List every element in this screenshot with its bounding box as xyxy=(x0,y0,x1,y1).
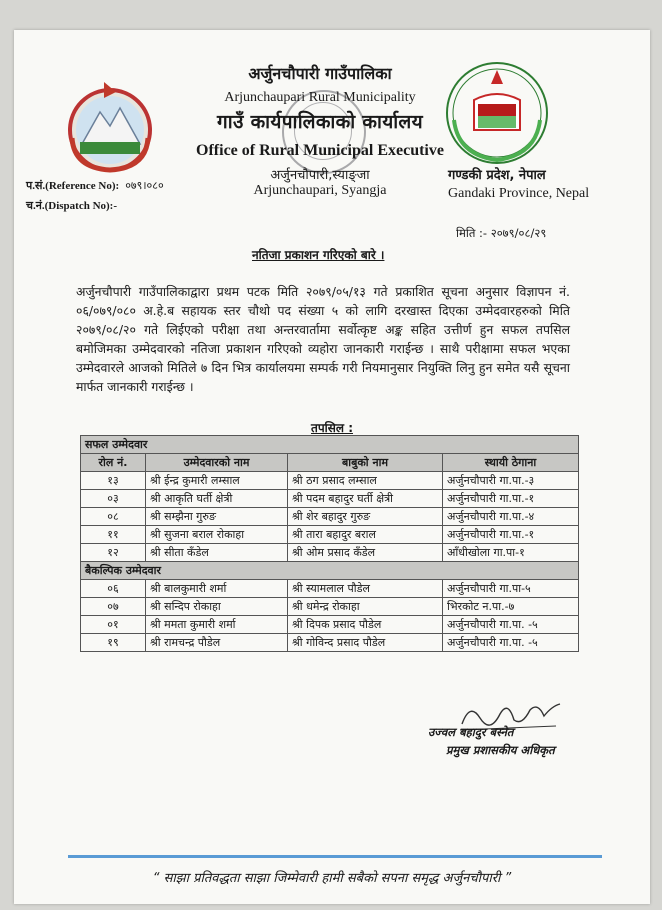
province-np: गण्डकी प्रदेश, नेपाल xyxy=(448,168,546,183)
address-cell: भिरकोट न.पा.-७ xyxy=(443,598,579,616)
dispatch-number: च.नं.(Dispatch No):- xyxy=(26,200,117,212)
candidate-name-cell: श्री सुजना बराल रोकाहा xyxy=(146,526,288,544)
father-name-cell: श्री स्यामलाल पौडेल xyxy=(288,580,443,598)
table-row xyxy=(81,634,579,652)
roll-cell: १३ xyxy=(81,472,146,490)
roll-cell: १२ xyxy=(81,544,146,562)
reference-number xyxy=(26,178,164,193)
col-header-roll: रोल नं. xyxy=(81,454,146,472)
office-name-en: Office of Rural Municipal Executive xyxy=(196,142,444,159)
signatory-title: प्रमुख प्रशासकीय अधिकृत xyxy=(446,743,555,757)
roll-cell: ११ xyxy=(81,526,146,544)
nepal-emblem-icon xyxy=(64,78,156,178)
father-name-cell: श्री दिपक प्रसाद पौडेल xyxy=(288,616,443,634)
address-cell: अर्जुनचौपारी गा.पा.-१ xyxy=(443,526,579,544)
footer-motto: “ साझा प्रतिवद्धता साझा जिम्मेवारी हामी सबैको सपना समृद्ध अर्जुनचौपारी ” xyxy=(152,871,512,886)
father-name-cell: श्री धमेन्द्र रोकाहा xyxy=(288,598,443,616)
municipality-logo-icon xyxy=(444,60,550,166)
table-row xyxy=(81,616,579,634)
address-cell: अर्जुनचौपारी गा.पा-५ xyxy=(443,580,579,598)
letter-date: मिति :- २०७९/०८/२९ xyxy=(456,226,547,240)
table-row xyxy=(81,598,579,616)
table-header-row xyxy=(81,454,579,472)
section-alternate-row xyxy=(81,562,579,580)
col-header-father: बाबुको नाम xyxy=(288,454,443,472)
roll-cell: ०८ xyxy=(81,508,146,526)
address-cell: अर्जुनचौपारी गा.पा.-३ xyxy=(443,472,579,490)
table-row xyxy=(81,490,579,508)
roll-cell: १९ xyxy=(81,634,146,652)
tapsil-heading: तपसिल : xyxy=(311,421,353,435)
table-row xyxy=(81,580,579,598)
letter-body: अर्जुनचौपारी गाउँपालिकाद्वारा प्रथम पटक मिति २०७९/०५/१३ गते प्रकाशित सूचना अनुसार विज्ञापन नं. ०६/०७९/०८० अ.हे.ब सहायक स्तर चौथो पद संख्या ५ को लागि दरखास्त दिएका उम्मेदवारहरुको मिति २०७९/०८/२० गते लिईएको परीक्षा तथा अन्तरवार्तामा सर्वोत्कृष्ट अङ्क सहित उत्तीर्ण हुन सफल तपसिल बमोजिमका उम्मेदवारको नतिजा प्रकाशन गरिएको व्यहोरा जानकारी गराईन्छ । साथै परीक्षामा सफल भएका उम्मेदवारले आजको मितिले ७ दिन भित्र कार्यालयमा सम्पर्क गरी नियमानुसार नियुक्ति लिनु हुन समेत यसै सूचना मार्फत जानकारी गराईन्छ । xyxy=(76,284,570,394)
letter-page xyxy=(14,30,650,904)
table-row xyxy=(81,544,579,562)
father-name-cell: श्री ओम प्रसाद कँडेल xyxy=(288,544,443,562)
address-cell: अर्जुनचौपारी गा.पा.-१ xyxy=(443,490,579,508)
candidate-name-cell: श्री आकृति घर्ती क्षेत्री xyxy=(146,490,288,508)
address-cell: अर्जुनचौपारी गा.पा. -५ xyxy=(443,616,579,634)
reference-value: ०७९।०८० xyxy=(125,179,164,192)
father-name-cell: श्री ठग प्रसाद लम्साल xyxy=(288,472,443,490)
candidate-name-cell: श्री बालकुमारी शर्मा xyxy=(146,580,288,598)
candidate-name-cell: श्री रामचन्द्र पौडेल xyxy=(146,634,288,652)
section-alternate-label: बैकल्पिक उम्मेदवार xyxy=(81,562,579,580)
province-en: Gandaki Province, Nepal xyxy=(448,186,590,201)
address-en: Arjunchaupari, Syangja xyxy=(253,183,387,198)
letter-subject: नतिजा प्रकाशन गरिएको बारे । xyxy=(252,248,385,262)
father-name-cell: श्री पदम बहादुर घर्ती क्षेत्री xyxy=(288,490,443,508)
municipality-name-en: Arjunchaupari Rural Municipality xyxy=(224,90,416,105)
col-header-name: उम्मेदवारको नाम xyxy=(146,454,288,472)
roll-cell: ०१ xyxy=(81,616,146,634)
reference-label: प.सं.(Reference No): xyxy=(26,180,120,192)
roll-cell: ०३ xyxy=(81,490,146,508)
table-row xyxy=(81,472,579,490)
candidate-name-cell: श्री सन्दिप रोकाहा xyxy=(146,598,288,616)
candidate-name-cell: श्री ईन्द्र कुमारी लम्साल xyxy=(146,472,288,490)
father-name-cell: श्री शेर बहादुर गुरुङ xyxy=(288,508,443,526)
signatory-name: उज्वल बहादुर बस्नेत xyxy=(428,725,514,739)
municipality-name-np: अर्जुनचौपारी गाउँपालिका xyxy=(248,64,392,83)
address-np: अर्जुनचौपारी,स्याङ्जा xyxy=(270,168,370,183)
father-name-cell: श्री तारा बहादुर बराल xyxy=(288,526,443,544)
col-header-address: स्थायी ठेगाना xyxy=(443,454,579,472)
address-cell: अर्जुनचौपारी गा.पा.-४ xyxy=(443,508,579,526)
section-successful-label: सफल उम्मेदवार xyxy=(81,436,579,454)
section-successful-row xyxy=(81,436,579,454)
address-cell: अर्जुनचौपारी गा.पा. -५ xyxy=(443,634,579,652)
table-row xyxy=(81,526,579,544)
candidate-name-cell: श्री ममता कुमारी शर्मा xyxy=(146,616,288,634)
office-name-np: गाउँ कार्यपालिकाको कार्यालय xyxy=(217,111,423,133)
footer-divider xyxy=(68,855,602,858)
address-cell: आँधीखोला गा.पा-१ xyxy=(443,544,579,562)
candidate-name-cell: श्री सम्झैना गुरुङ xyxy=(146,508,288,526)
roll-cell: ०६ xyxy=(81,580,146,598)
candidate-name-cell: श्री सीता कँडेल xyxy=(146,544,288,562)
father-name-cell: श्री गोविन्द प्रसाद पौडेल xyxy=(288,634,443,652)
results-table xyxy=(80,435,579,652)
table-row xyxy=(81,508,579,526)
roll-cell: ०७ xyxy=(81,598,146,616)
